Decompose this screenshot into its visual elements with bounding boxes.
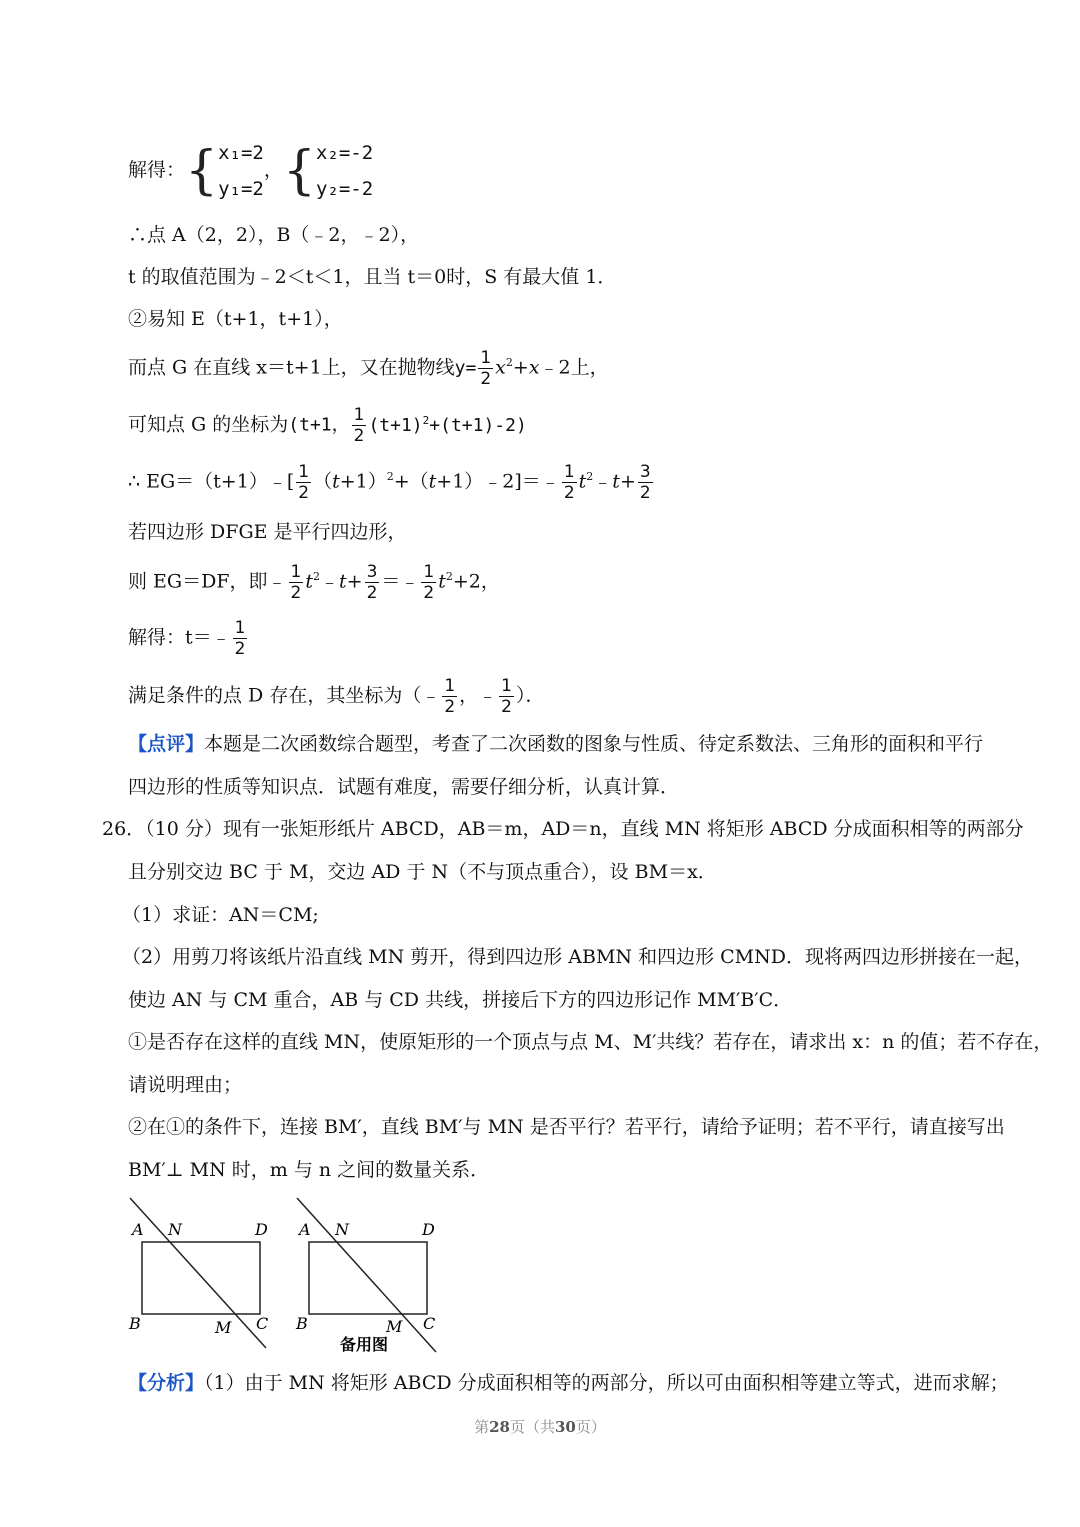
y1-eq: y₁=2 <box>218 178 264 200</box>
quadrilateral-line: 若四边形 DFGE 是平行四边形， <box>128 521 407 543</box>
spare-label-a: A <box>299 1220 311 1239</box>
label-b: B <box>129 1314 141 1333</box>
label-a: A <box>132 1220 144 1239</box>
question-2-line-1: ②在①的条件下，连接 BM′，直线 BM′与 MN 是否平行？若平行，请给予证明；若不平行，请直接写出 <box>128 1116 1005 1138</box>
analysis-tag: 【分析】 <box>128 1372 205 1394</box>
problem-26-part-1: （1）求证：AN＝CM; <box>122 904 319 926</box>
problem-26-line-1: 26．（10 分）现有一张矩形纸片 ABCD，AB＝m，AD＝n，直线 MN 将矩形 ABCD 分成面积相等的两部分 <box>102 818 1024 840</box>
page-footer <box>0 1416 1080 1437</box>
t-range-line: t 的取值范围为﹣2＜t＜1，且当 t＝0时，S 有最大值 1． <box>128 266 617 288</box>
g-line-post: 上， <box>570 356 609 379</box>
footer-pre: 第 <box>474 1418 490 1436</box>
g-on-parabola-line: 而点 G 在直线 x＝t+1上，又在抛物线y= $\frac{1}{2}$ $x^2+x﹣2$上， <box>128 348 609 389</box>
comment-tag: 【点评】 <box>128 733 205 755</box>
rectangle-figures <box>124 1190 454 1360</box>
x1-eq: x₁=2 <box>218 142 264 164</box>
footer-total-pages: 30 <box>555 1418 576 1436</box>
question-1-line-2: 请说明理由； <box>128 1074 243 1096</box>
figure-main <box>128 1198 268 1348</box>
eg-df-pre: 则 EG＝DF，即﹣ <box>128 570 287 593</box>
analysis-line <box>128 1369 1009 1397</box>
d-point-pre: 满足条件的点 D 存在，其坐标为（﹣ <box>128 684 441 707</box>
eg-expression-line: ∴ EG＝（t+1）﹣[ $\frac{1}{2}$ $(t+1)^2+(t+1)﹣2]=﹣$ $\frac{1}{2}$ $t^2﹣t+$ $\frac{3}{2}$ <box>128 462 651 503</box>
g-line-pre: 而点 G 在直线 x＝t+1上，又在抛物线 <box>128 356 455 379</box>
points-line: ∴点 A（2，2），B（﹣2，﹣2）， <box>128 224 420 246</box>
label-m: M <box>215 1318 232 1337</box>
problem-26-part-2-line-1: （2）用剪刀将该纸片沿直线 MN 剪开，得到四边形 ABMN 和四边形 CMND．现将两四边形拼接在一起， <box>122 946 1033 968</box>
question-2-line-2: BM′⊥ MN 时，m 与 n 之间的数量关系． <box>128 1159 490 1181</box>
eg-pre: ∴ EG＝（t+1）﹣[ <box>128 470 295 493</box>
footer-page-number: 28 <box>489 1418 510 1436</box>
label-d: D <box>255 1220 268 1239</box>
solve-system-line: 解得：{x₁=2 y₁=2，{x₂=-2 y₂=-2 <box>128 141 374 201</box>
e-point-line: ②易知 E（t+1，t+1）， <box>128 308 343 330</box>
comment-line-1 <box>128 730 983 758</box>
spare-label-d: D <box>422 1220 435 1239</box>
eg-equals-df-line: 则 EG＝DF，即﹣ $\frac{1}{2}$ $t^2﹣t+$ $\frac{3}{2}$ ＝﹣ $\frac{1}{2}$ $t^2+2$， <box>128 562 500 603</box>
spare-label-c: C <box>423 1314 436 1333</box>
x2-eq: x₂=-2 <box>315 142 374 164</box>
problem-26-line-2: 且分别交边 BC 于 M，交边 AD 于 N（不与顶点重合），设 BM＝x． <box>128 861 717 883</box>
question-1-line-1: ①是否存在这样的直线 MN，使原矩形的一个顶点与点 M、M′共线？若存在，请求出 x：n 的值；若不存在， <box>128 1031 1053 1053</box>
label-n: N <box>168 1220 182 1239</box>
label-c: C <box>256 1314 269 1333</box>
spare-label-n: N <box>335 1220 349 1239</box>
solve-label: 解得： <box>128 159 186 181</box>
g-coord-pre: 可知点 G 的坐标为 <box>128 413 289 436</box>
d-point-line: 满足条件的点 D 存在，其坐标为（﹣ $\frac{1}{2}$ ，﹣ $\frac{1}{2}$ ）． <box>128 676 545 717</box>
y2-eq: y₂=-2 <box>315 178 374 200</box>
spare-label-b: B <box>296 1314 308 1333</box>
footer-post: 页） <box>575 1418 606 1436</box>
comment-line-2: 四边形的性质等知识点．试题有难度，需要仔细分析，认真计算． <box>128 776 680 798</box>
g-coordinate-line: 可知点 G 的坐标为(t+1， $\frac{1}{2}$ $(t+1)^2+(t+1)-2$) <box>128 405 527 446</box>
figure-spare <box>295 1198 436 1354</box>
footer-mid: 页（共 <box>509 1418 555 1436</box>
solve-t-line: 解得：t＝﹣ $\frac{1}{2}$ <box>128 618 246 659</box>
solve-t: 解得：t＝﹣ <box>128 626 231 649</box>
spare-label-m: M <box>386 1317 403 1336</box>
analysis-text: （1）由于 MN 将矩形 ABCD 分成面积相等的两部分，所以可由面积相等建立等式，进而求解； <box>204 1372 1009 1394</box>
problem-26-part-2-line-2: 使边 AN 与 CM 重合，AB 与 CD 共线，拼接后下方的四边形记作 MM′B′C． <box>128 989 793 1011</box>
comment-text-1: 本题是二次函数综合题型，考查了二次函数的图象与性质、待定系数法、三角形的面积和平行 <box>204 733 984 755</box>
spare-caption: 备用图 <box>340 1335 389 1354</box>
